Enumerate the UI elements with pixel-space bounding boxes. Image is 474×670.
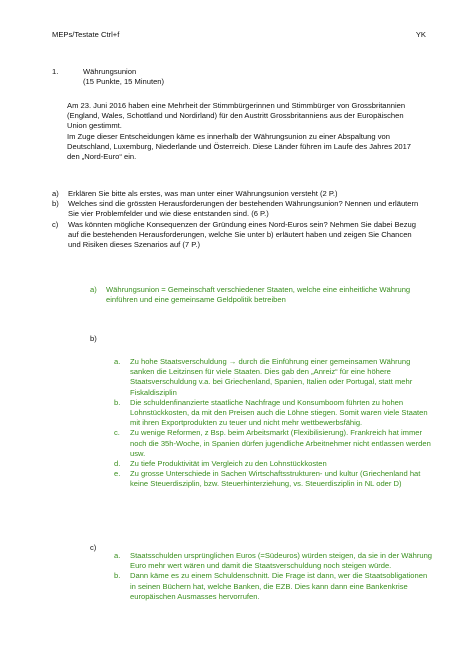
answer-b-item [114, 428, 434, 459]
question-item [52, 189, 424, 199]
answer-a-label: a) [90, 285, 97, 294]
answer-item-label: d. [114, 459, 121, 469]
answer-c-item [114, 571, 434, 602]
answer-b-item [114, 469, 434, 489]
section-subtitle: (15 Punkte, 15 Minuten) [83, 77, 165, 86]
answer-b-list [114, 357, 434, 490]
question-label: c) [52, 219, 59, 229]
answer-item-text: Zu hohe Staatsverschuldung → durch die Einführung einer gemeinsamen Währung sanken die Leitzinsen für viele Staaten. Dies gab den „Anreiz“ für eine höhere Staatsverschuldung v.a. bei Griechenland, Spanien, Italien oder Portugal, statt mehr Fiskaldisziplin [130, 357, 413, 397]
answer-item-label: a. [114, 357, 121, 366]
question-label: a) [52, 189, 59, 198]
answer-item-label: c. [114, 428, 120, 438]
answer-item-label: b. [114, 397, 121, 407]
answer-b-item [114, 357, 434, 398]
answer-c-label: c) [90, 543, 97, 552]
intro-paragraph-1: Am 23. Juni 2016 haben eine Mehrheit der Stimmbürgerinnen und Stimmbürger von Grossbritannien (England, Wales, Schottland und Nordirland) für den Austritt Grossbritanniens aus der Europäischen Union gestimmt. [67, 101, 406, 131]
answer-c-list [114, 551, 434, 602]
answer-b-label: b) [90, 334, 97, 343]
answer-item-text: Die schuldenfinanzierte staatliche Nachfrage und Konsumboom führten zu hohen Lohnstückkosten, da mit den Preisen auch die Löhne stiegen. Somit waren viele Staaten mit ihren Exportprodukten zu teuer und nicht mehr wettbewerbsfähig. [130, 397, 428, 428]
answer-item-text: Zu tiefe Produktivität im Vergleich zu den Lohnstückkosten [130, 459, 327, 469]
intro-paragraph-2: Im Zuge dieser Entscheidungen käme es innerhalb der Währungsunion zu einer Abspaltung von Deutschland, Luxemburg, Niederlande und Österreich. Diese Länder führen im Laufe des Jahres 2017 den „Nord-Euro“ ein. [67, 131, 412, 162]
answer-item-text: Dann käme es zu einem Schuldenschnitt. Die Frage ist dann, wer die Staatsobligationen in seinen Büchern hat, welche Banken, die EZB. Dies kann dann eine Bankenkrise europäischen Ausmasses hervorrufen. [130, 571, 428, 601]
question-item [52, 220, 424, 251]
answer-b-item [114, 398, 434, 429]
answer-c-item [114, 551, 434, 571]
answer-item-text: Zu grosse Unterschiede in Sachen Wirtschaftsstrukturen- und kultur (Griechenland hat keine Steuerdisziplin, bzw. Steuerhinterziehung, vs. Steuerdisziplin in NL oder D) [130, 469, 421, 489]
question-list [52, 189, 424, 250]
answer-item-label: a. [114, 551, 121, 560]
answer-a-text: Währungsunion = Gemeinschaft verschiedener Staaten, welche eine einheitliche Währung einführen und eine gemeinsame Geldpolitik betreiben [106, 285, 411, 305]
question-text: Erklären Sie bitte als erstes, was man unter einer Währungsunion versteht (2 P.) [68, 189, 338, 198]
answer-item-label: b. [114, 571, 121, 581]
question-text: Was könnten mögliche Konsequenzen der Gründung eines Nord-Euros sein? Nehmen Sie dabei Bezug auf die bestehenden Herausforderungen, welche Sie unter b) erläutert haben und zeigen Sie Chancen und Risiken dieses Szenarios auf (7 P.) [68, 219, 416, 250]
answer-item-text: Zu wenige Reformen, z Bsp. beim Arbeitsmarkt (Flexibilisierung). Frankreich hat immer noch die 35h-Woche, in Spanien dürfen jugendliche Arbeitnehmer nicht entlassen werden usw. [130, 428, 431, 458]
answer-a [90, 285, 430, 305]
header-left: MEPs/Testate Ctrl+f [52, 30, 120, 39]
answer-b-item [114, 459, 434, 469]
intro-text [67, 101, 422, 162]
header-right: YK [415, 30, 426, 39]
answer-item-text: Staatsschulden ursprünglichen Euros (=Südeuros) würden steigen, da sie in der Währung Euro mehr wert wären und damit die Staatsverschuldung noch steigen würde. [130, 551, 433, 571]
answer-item-label: e. [114, 469, 121, 479]
question-text: Welches sind die grössten Herausforderungen der bestehenden Währungsunion? Nennen und erläutern Sie vier Problemfelder und wie diese entstanden sind. (6 P.) [68, 199, 419, 219]
question-label: b) [52, 199, 59, 209]
question-item [52, 199, 424, 219]
section-title: Währungsunion [83, 67, 137, 76]
section-number: 1. [52, 67, 59, 76]
